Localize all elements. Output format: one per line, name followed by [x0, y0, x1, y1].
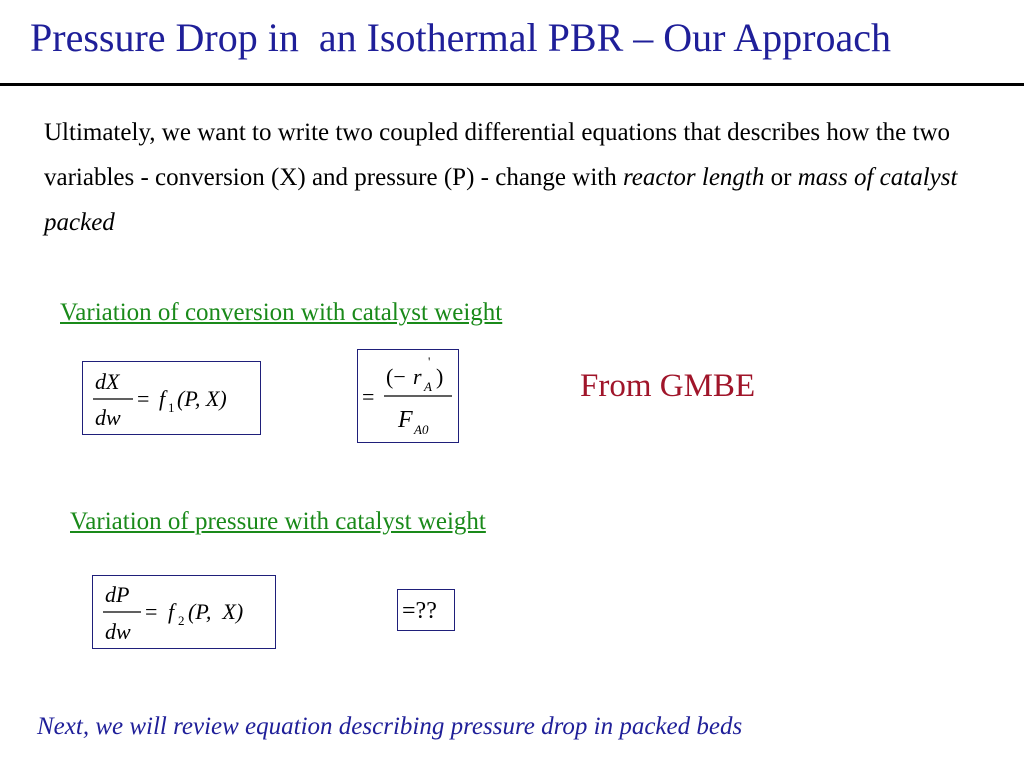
slide-title: Pressure Drop in an Isothermal PBR – Our Approach — [30, 15, 891, 60]
unknown-equation-box — [397, 589, 455, 631]
eq1-denominator: dw — [95, 405, 121, 430]
pressure-equation-box — [92, 575, 276, 649]
unknown-equation — [398, 590, 454, 630]
eq2-numerator-close: ) — [436, 364, 444, 389]
title-divider — [0, 83, 1024, 86]
rate-equation — [358, 350, 458, 442]
eq3-subscript: 2 — [178, 613, 185, 628]
eq3-numerator: dP — [105, 582, 130, 607]
eq2-denominator-var: F — [398, 407, 413, 433]
eq1-args: (P, X) — [177, 386, 227, 411]
intro-paragraph — [44, 110, 1004, 245]
intro-text-1: Ultimately, we want to write two coupled differential equations that describes how the two variables - conversion (X) and pressure (P) - change with — [44, 119, 951, 191]
pressure-heading: Variation of pressure with catalyst weight — [70, 508, 486, 535]
intro-emphasis-reactor-length: reactor length — [622, 164, 765, 191]
intro-emphasis-catalyst-mass: mass of catalyst packed — [44, 164, 958, 236]
eq2-numerator-prime: ' — [428, 354, 431, 369]
conversion-equation — [83, 362, 260, 434]
eq1-equals: = — [137, 386, 150, 411]
eq2-equals: = — [362, 384, 375, 409]
gmbe-note: From GMBE — [580, 368, 756, 404]
eq1-subscript: 1 — [168, 400, 175, 415]
eq2-numerator-sub: A — [424, 379, 432, 394]
eq4-text: =?? — [402, 598, 437, 624]
footer-note: Next, we will review equation describing pressure drop in packed beds — [37, 713, 743, 740]
eq1-function: f — [159, 386, 166, 411]
rate-equation-box — [357, 349, 459, 443]
eq1-numerator: dX — [95, 369, 120, 394]
eq2-numerator-var: r — [413, 364, 422, 389]
eq3-denominator: dw — [105, 619, 131, 644]
intro-text-2: or — [764, 164, 798, 191]
pressure-equation — [93, 576, 275, 648]
eq2-denominator-sub: A0 — [414, 422, 429, 437]
conversion-heading: Variation of conversion with catalyst weight — [60, 299, 503, 326]
conversion-equation-box — [82, 361, 261, 435]
eq3-equals: = — [145, 599, 158, 624]
eq3-args: (P, X) — [188, 599, 244, 624]
eq2-numerator-open: (− — [386, 364, 406, 389]
eq3-function: f — [168, 599, 175, 624]
